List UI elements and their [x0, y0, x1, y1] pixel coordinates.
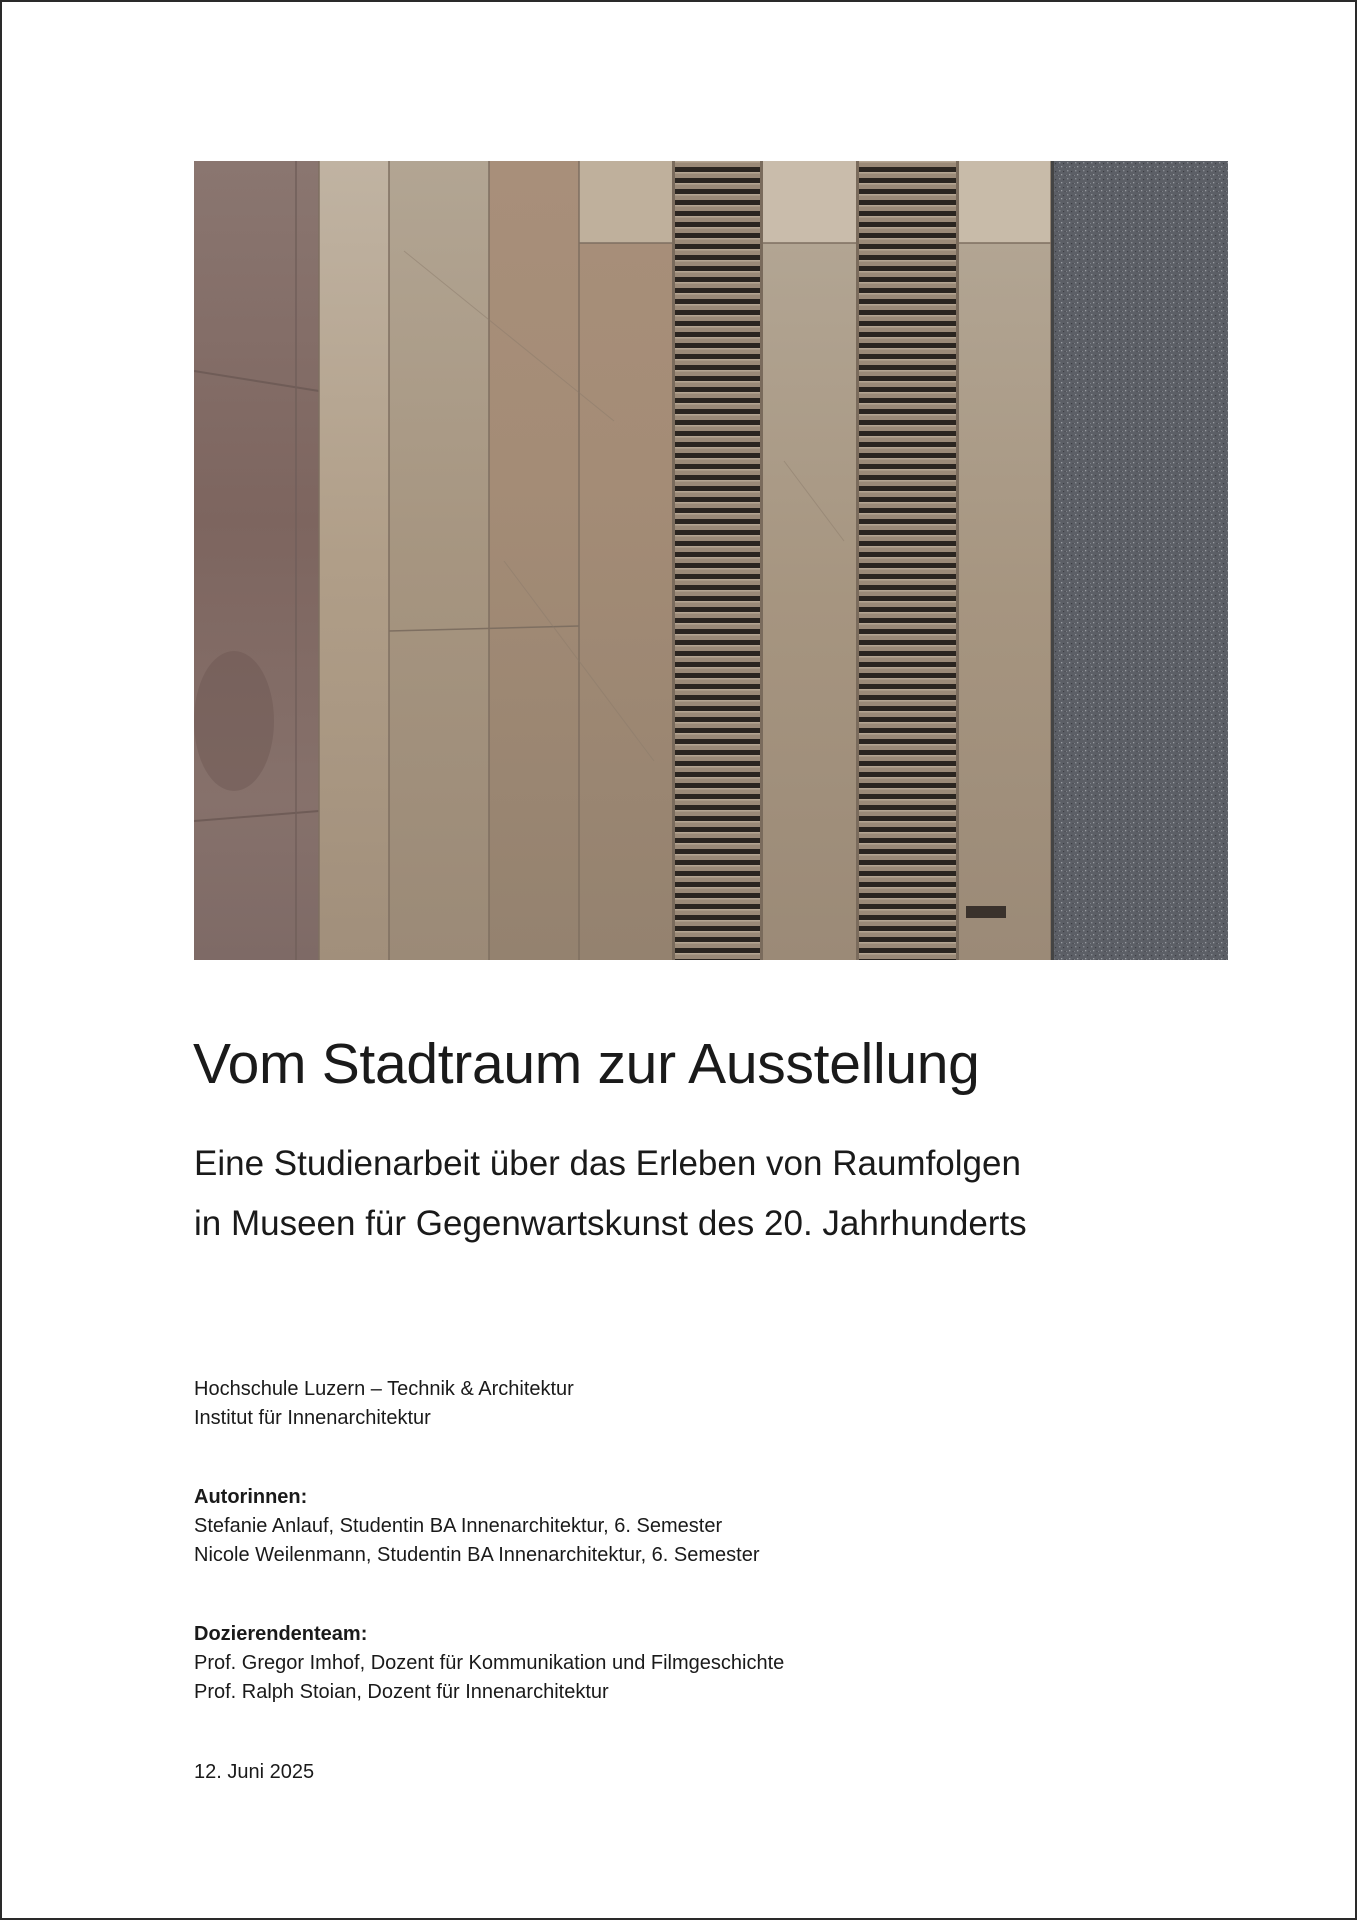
institute-name: Institut für Innenarchitektur — [194, 1407, 431, 1429]
document-date: 12. Juni 2025 — [194, 1761, 315, 1783]
document-title: Vom Stadtraum zur Ausstellung — [193, 1032, 980, 1096]
school-name: Hochschule Luzern – Technik & Architektur — [194, 1378, 574, 1400]
authors-block — [194, 1483, 760, 1570]
author-1: Stefanie Anlauf, Studentin BA Innenarchitektur, 6. Semester — [194, 1515, 723, 1537]
institution-block — [194, 1375, 574, 1433]
document-subtitle — [194, 1134, 1027, 1254]
lecturers-block — [194, 1620, 784, 1707]
subtitle-line-2: in Museen für Gegenwartskunst des 20. Jahrhunderts — [194, 1204, 1027, 1243]
cover-photo — [194, 161, 1228, 960]
lecturer-2: Prof. Ralph Stoian, Dozent für Innenarchitektur — [194, 1681, 609, 1703]
lecturers-label: Dozierendenteam: — [194, 1623, 368, 1645]
authors-label: Autorinnen: — [194, 1486, 308, 1508]
lecturer-1: Prof. Gregor Imhof, Dozent für Kommunikation und Filmgeschichte — [194, 1652, 785, 1674]
subtitle-line-1: Eine Studienarbeit über das Erleben von Raumfolgen — [194, 1144, 1021, 1183]
author-2: Nicole Weilenmann, Studentin BA Innenarchitektur, 6. Semester — [194, 1544, 760, 1566]
